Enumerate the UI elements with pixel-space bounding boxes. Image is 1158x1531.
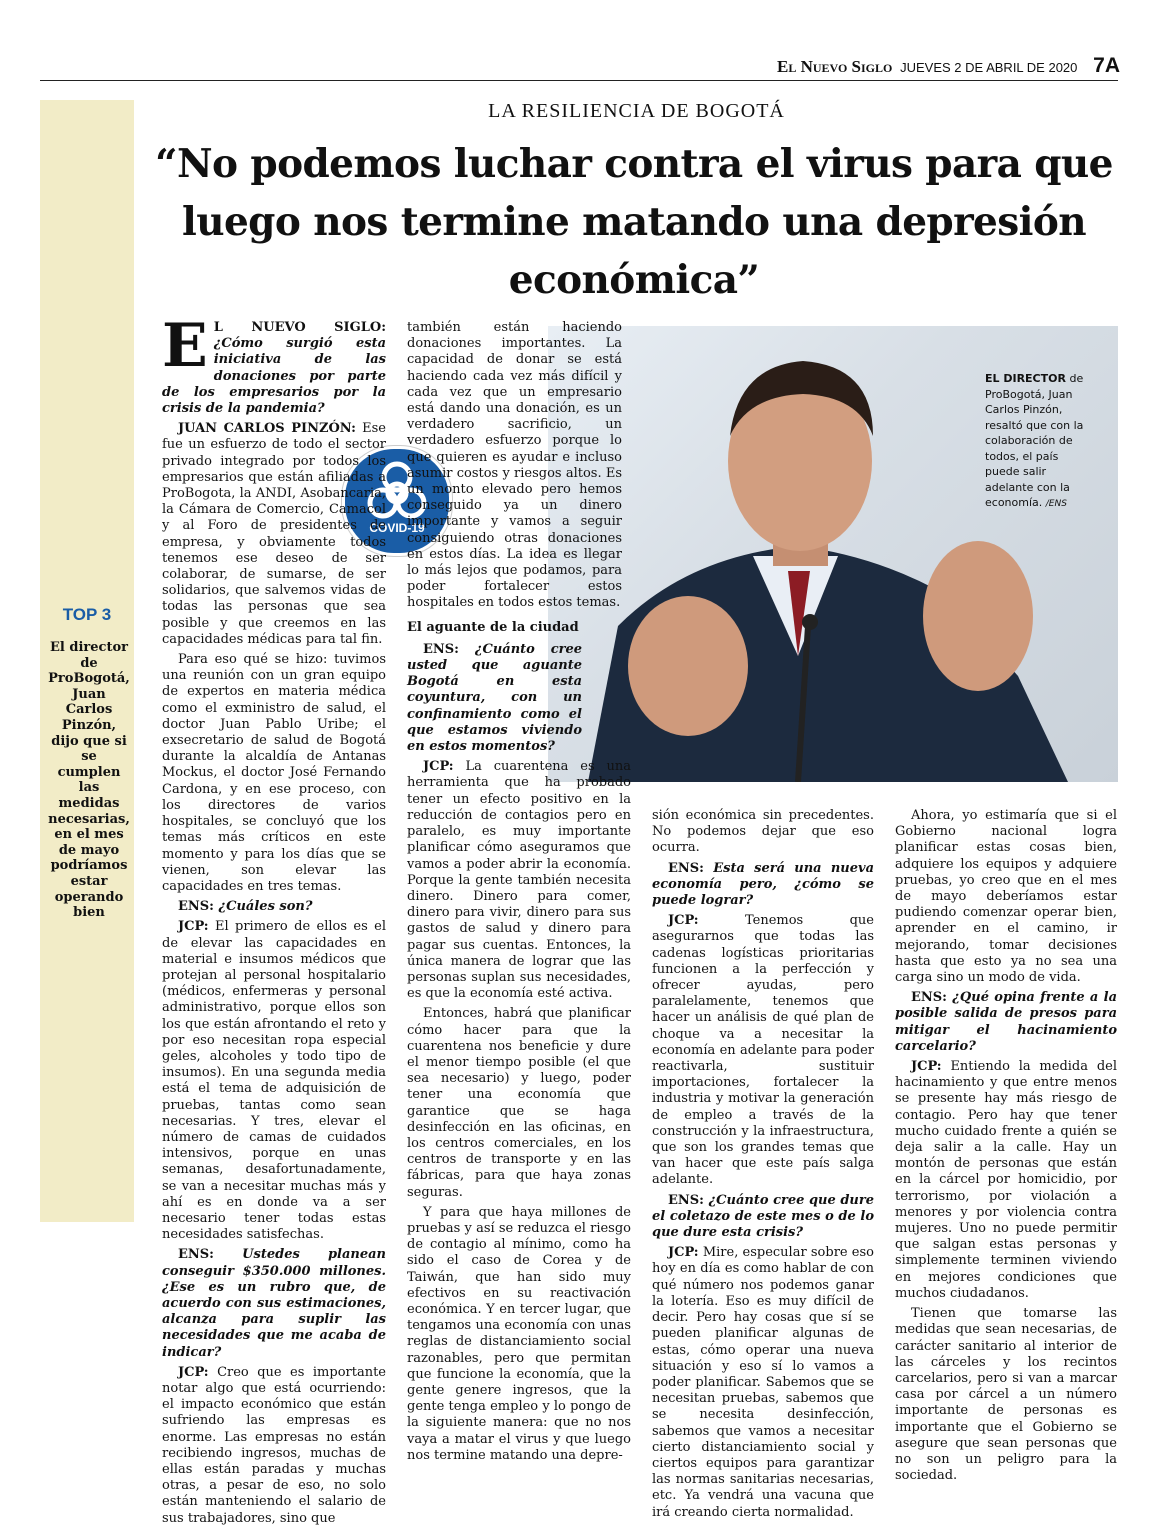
- question: ENS: ¿Cuánto cree usted que aguante Bogotá en esta coyuntura, con un confinamiento como el que estamos viviendo en estos momentos?: [407, 641, 582, 755]
- paragraph: Para eso qué se hizo: tuvimos una reunión con un gran equipo de expertos en materia médica como el exministro de salud, el doctor Juan Pablo Uribe; el exsecretario de salud de Bogotá durante la alcaldía de Antanas Mockus, el doctor José Fernando Cardona, y en ese proceso, con los directores de varios hospitales, se concluyó que los temas más críticos en este momento y para los días que se vienen, son elevar las capacidades en tres temas.: [162, 652, 386, 894]
- caption-text: de ProBogotá, Juan Carlos Pinzón, resaltó que con la colaboración de todos, el país puede salir adelante con la economía.: [985, 372, 1084, 509]
- paragraph: JCP: Mire, especular sobre eso hoy en día es como hablar de con qué número nos podemos ganar la lotería. Eso es muy difícil de decir. Pero hay cosas que sí se pueden planificar algunas de estas, cómo operar una nueva situación y eso sí lo vamos a poder planificar. Sabemos que se necesitan pruebas, sabemos que se necesita desinfección, sabemos que vamos a necesitar cierto distanciamiento social y ciertos equipos para garantizar las normas sanitarias necesarias, etc. Ya vendrá una vacuna que irá creando cierta normalidad.: [652, 1245, 874, 1520]
- paragraph: Ahora, yo estimaría que si el Gobierno nacional logra planificar estas cosas bien, adquiere los equipos y adquiere pruebas, yo creo que en el mes de mayo deberíamos estar pudiendo comenzar operar bien, aprender en el camino, ir mejorando, tomar decisiones hasta que esto ya no sea una carga sino un modo de vida.: [895, 808, 1117, 986]
- sidebar-text: El director de ProBogotá, Juan Carlos Pinzón, dijo que si se cumplen las medidas necesarias, en el mes de mayo podríamos estar operando bien: [48, 640, 130, 921]
- paragraph: JCP: El primero de ellos es el de elevar las capacidades en material e insumos médicos que protejan al personal hospitalario (médicos, enfermeras y personal administrativo, porque ellos son los que están afrontando el reto y por eso necesitan ropa especial geles, alcoholes y todo tipo de insumos). En una segunda media está el tema de adquisición de pruebas, tantas como sean necesarias. Y tres, elevar el número de camas de cuidados intensivos, porque en unas semanas, desafortunadamente, se van a necesitar muchas más y ahí es en donde va a ser necesario tener todas estas necesidades satisfechas.: [162, 919, 386, 1243]
- paragraph: JCP: Tenemos que asegurarnos que todas las cadenas logísticas prioritarias funcionen a la perfección y ofrecer ayudas, pero paralelamente, tenemos que hacer un análisis de qué plan de choque va a necesitar la economía en adelante para poder reactivarla, sustituir importaciones, fortalecer la industria y motivar la generación de empleo a través de la construcción y la infraestructura, que son los grandes temas que van hacer que este país salga adelante.: [652, 913, 874, 1188]
- photo-credit: /ENS: [1045, 499, 1067, 509]
- question: ENS: Esta será una nueva economía pero, ¿cómo se puede lograr?: [652, 860, 875, 909]
- column-1: [162, 311, 387, 1531]
- masthead-rule: [40, 80, 1118, 81]
- question: ENS: Ustedes planean conseguir $350.000 millones. ¿Ese es un rubro que, de acuerdo con sus estimaciones, alcanza para suplir las necesidades que me acaba de indicar?: [162, 1247, 387, 1360]
- paragraph: JUAN CARLOS PINZÓN: Ese fue un esfuerzo de todo el sector privado integrado por todos los empresarios que están afiliadas a ProBogota, la ANDI, Asobancaria, la Cámara de Comercio, Camacol y al Foro de presidentes de empresa, y obviamente todos tenemos ese deseo de ser colaborar, de sumarse, de ser solidarios, que salvemos vidas de todas las personas que sea posible y que creemos en las capacidades médicas para tal fin.: [162, 421, 386, 647]
- question: ENS: ¿Qué opina frente a la posible salida de presos para mitigar el hacinamiento carcelario?: [895, 990, 1117, 1054]
- page-number: 7A: [1093, 54, 1120, 77]
- paper-name: El Nuevo Siglo: [777, 57, 893, 76]
- paragraph: también están haciendo donaciones importantes. La capacidad de donar se está haciendo cada vez más difícil y cada vez que un empresario está dando una donación, es un verdadero sacrificio, un verdadero esfuerzo porque lo que quieren es ayudar e incluso asumir costos y riesgos altos. Es un monto elevado pero hemos conseguido ya un dinero importante y vamos a seguir consiguiendo otras donaciones en estos días. La idea es llegar lo más lejos que podamos, para poder fortalecer estos hospitales en todos estos temas.: [407, 320, 622, 611]
- photo-caption: [985, 371, 1095, 513]
- paragraph: Y para que haya millones de pruebas y así se reduzca el riesgo de contagio al mínimo, como ha sido el caso de Corea y de Taiwán, que han sido muy efectivos en su reactivación económica. Y en tercer lugar, que tengamos una economía con unas reglas de distanciamiento social razonables, pero que permitan que funcione la economía, que la gente genere ingresos, que la gente tenga empleo y lo pongo de la siguiente manera: que no nos vaya a matar el virus y que luego nos termine matando una depre-: [407, 1204, 631, 1463]
- masthead: [0, 54, 1120, 78]
- paragraph: JCP: La cuarentena es una herramienta que ha probado tener un efecto positivo en la reducción de contagios pero en paralelo, es muy importante planificar cómo aseguramos que vamos a poder abrir la economía. Porque la gente también necesita dinero. Dinero para comer, dinero para vivir, dinero para sus gastos de salud y dinero para pagar sus cuentas. Entonces, la única manera de lograr que las personas suplan sus necesidades, es que la economía esté activa.: [407, 759, 631, 1002]
- headline: “No podemos luchar contra el virus para que luego nos termine matando una depresión económica”: [155, 141, 1113, 303]
- column-4: [895, 808, 1117, 1488]
- column-2: [407, 320, 631, 1468]
- question: E L NUEVO SIGLO: ¿Cómo surgió esta iniciativa de las donaciones por parte de los empresarios por la crisis de la pandemia?: [162, 311, 386, 417]
- column-3: [652, 808, 874, 1525]
- paragraph: sión económica sin precedentes. No podemos dejar que eso ocurra.: [652, 808, 874, 856]
- sidebar-label: TOP 3: [62, 605, 112, 624]
- paragraph: Entonces, habrá que planificar cómo hacer para que la cuarentena nos beneficie y dure el menor tiempo posible (el que sea necesario) y luego, poder tener una economía que garantice que se haga desinfección en las oficinas, en los centros comerciales, en los centros de transporte y en las fábricas, para que haya zonas seguras.: [407, 1006, 631, 1200]
- question: ENS: ¿Cuánto cree que dure el coletazo de este mes o de lo que dure esta crisis?: [652, 1192, 875, 1241]
- kicker: LA RESILIENCIA DE BOGOTÁ: [488, 100, 785, 122]
- drop-cap: E: [162, 311, 208, 381]
- issue-date: JUEVES 2 DE ABRIL DE 2020: [900, 60, 1078, 75]
- paragraph: JCP: Entiendo la medida del hacinamiento y que entre menos se presente hay más riesgo de contagio. Pero hay que tener mucho cuidado frente a quién se deja salir a la calle. Hay un montón de personas que están en la cárcel por homicidio, por terrorismo, por violación a menores y por violencia contra mujeres. Uno no puede permitir que salgan estas personas y simplemente terminen viviendo en mejores condiciones que muchos ciudadanos.: [895, 1059, 1117, 1301]
- question: ENS: ¿Cuáles son?: [178, 899, 313, 915]
- subheading: El aguante de la ciudad: [407, 619, 579, 635]
- paragraph: Tienen que tomarse las medidas que sean necesarias, de carácter sanitario al interior de las cárceles y los recintos carcelarios, pero si van a marcar casa por cárcel a un número importante de personas es importante que el Gobierno se asegure que sean personas que no son un peligro para la sociedad.: [895, 1306, 1117, 1484]
- badge-label: COVID-19: [369, 521, 425, 535]
- paragraph: JCP: Creo que es importante notar algo que está ocurriendo: el impacto económico que están sufriendo las empresas es enorme. Las empresas no están recibiendo ingresos, muchas de ellas están paradas y muchas otras, a pesar de eso, no solo están manteniendo el salario de sus trabajadores, sino que: [162, 1364, 386, 1526]
- caption-lead: EL DIRECTOR: [985, 372, 1066, 385]
